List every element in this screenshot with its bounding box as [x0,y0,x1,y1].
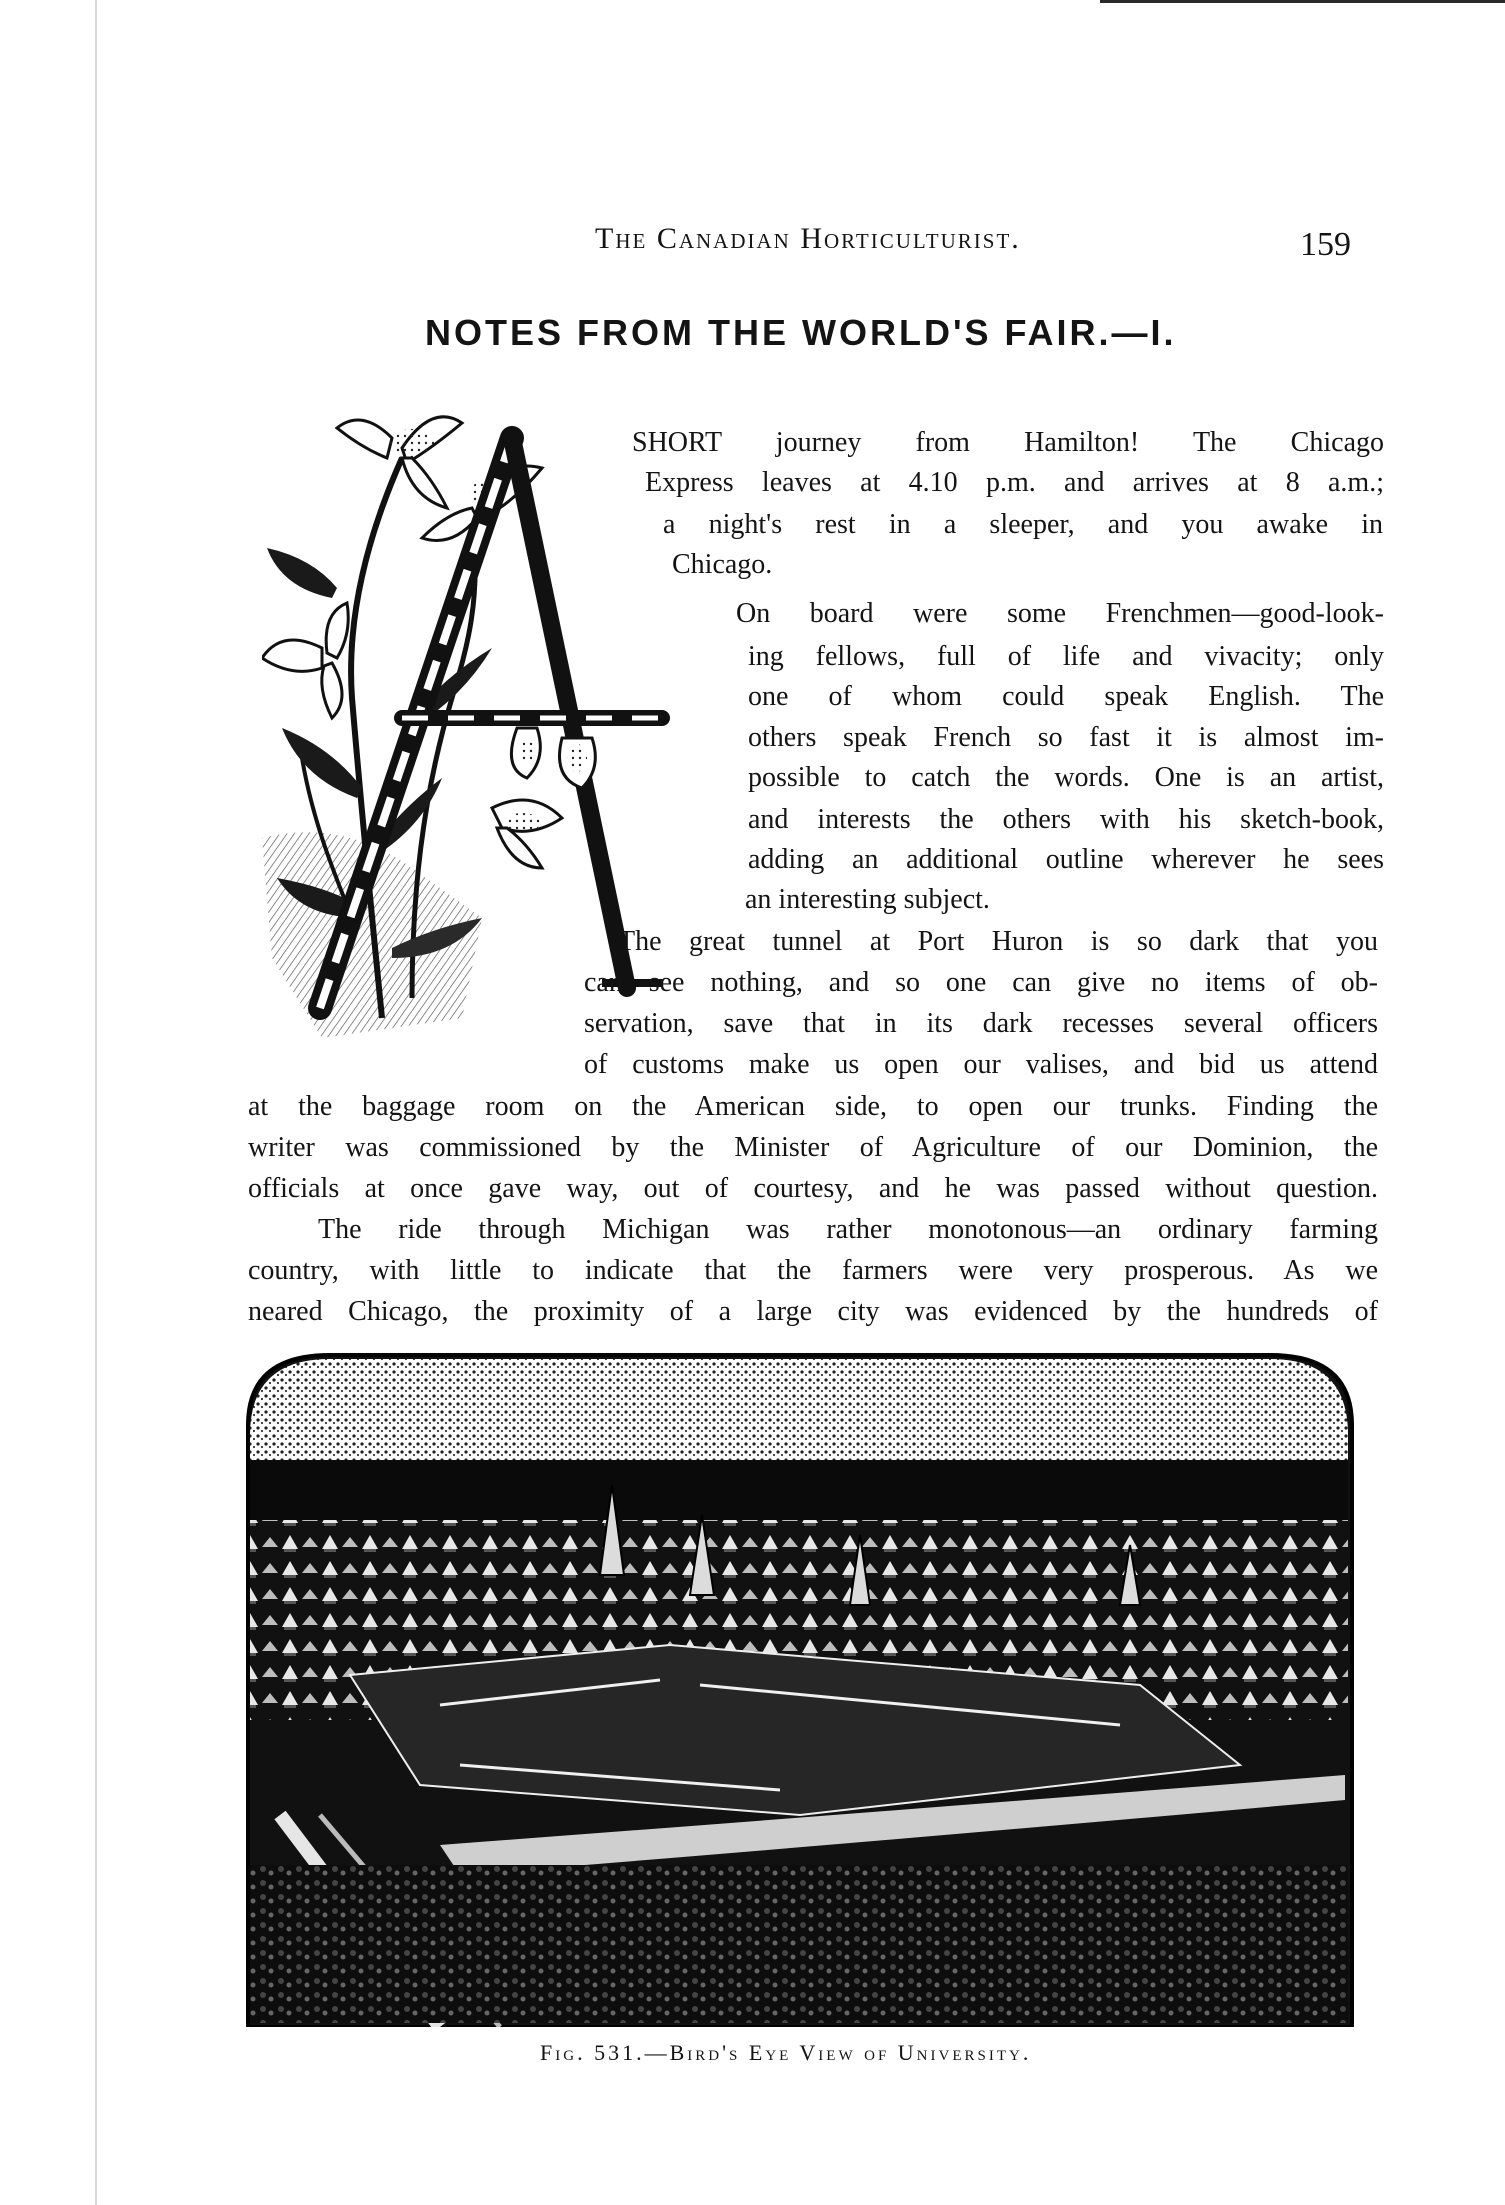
article-line-13: The great tunnel at Port Huron is so dark that you [618,926,1378,957]
article-line-17: at the baggage room on the American side, to open our trunks. Finding the [248,1091,1378,1122]
article-line-22: neared Chicago, the proximity of a large city was evidenced by the hundreds of [248,1296,1378,1327]
running-title: The Canadian Horticulturist. [595,222,1021,255]
article-title: NOTES FROM THE WORLD'S FAIR.—I. [425,312,1177,353]
birds-eye-view-figure [240,1345,1360,2027]
article-line-14: can see nothing, and so one can give no items of ob- [584,967,1378,998]
article-line-15: servation, save that in its dark recesses several officers [584,1008,1378,1039]
article-line-21: country, with little to indicate that the farmers were very prosperous. As we [248,1255,1378,1286]
article-line-6: ing fellows, full of life and vivacity; only [748,641,1384,672]
top-rule [1100,0,1505,3]
article-line-9: possible to catch the words. One is an artist, [748,762,1384,793]
page-number: 159 [1300,226,1351,263]
article-line-10: and interests the others with his sketch-book, [748,804,1384,835]
article-line-11: adding an additional outline wherever he sees [748,844,1384,875]
article-line-7: one of whom could speak English. The [748,681,1384,712]
article-line-18: writer was commissioned by the Minister of Agriculture of our Dominion, the [248,1132,1378,1163]
article-line-3: a night's rest in a sleeper, and you awake in [663,509,1383,540]
article-line-5: On board were some Frenchmen—good-look- [736,598,1384,629]
scan-edge-line [95,0,97,2205]
article-line-8: others speak French so fast it is almost im- [748,722,1384,753]
article-line-20: The ride through Michigan was rather monotonous—an ordinary farming [318,1214,1378,1245]
article-line-12: an interesting subject. [745,884,990,915]
article-line-1: SHORT journey from Hamilton! The Chicago [632,427,1384,458]
figure-caption: Fig. 531.—Bird's Eye View of University. [540,2040,1032,2065]
article-line-4: Chicago. [672,549,773,580]
article-line-19: officials at once gave way, out of courtesy, and he was passed without question. [248,1173,1378,1204]
article-line-2: Express leaves at 4.10 p.m. and arrives at 8 a.m.; [645,467,1384,498]
article-line-16: of customs make us open our valises, and bid us attend [584,1049,1378,1080]
